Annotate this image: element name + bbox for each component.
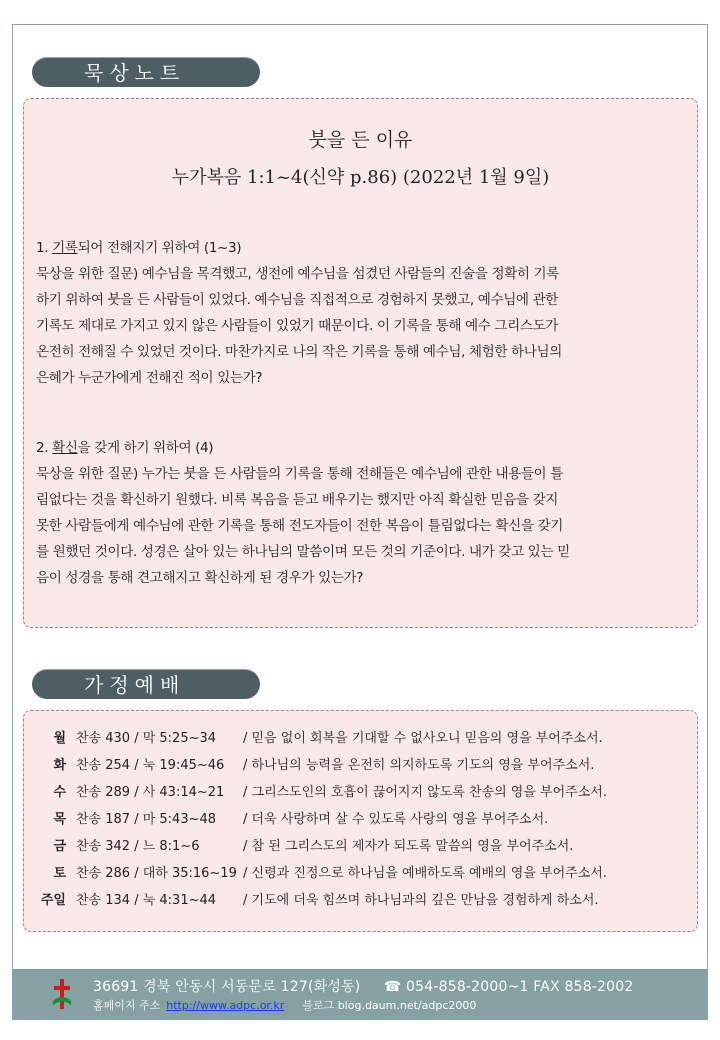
meditation-box — [23, 98, 698, 628]
prayer-text: / 그리스도인의 호흡이 끊어지지 않도록 찬송의 영을 부어주소서. — [243, 785, 607, 800]
section-2-line: 묵상을 위한 질문) 누가는 붓을 든 사람들의 기록을 통해 전해들은 예수님에 관한 내용들이 틀 — [36, 466, 563, 482]
section-2-number: 2. — [36, 440, 49, 456]
prayer-text: / 더욱 사랑하며 살 수 있도록 사랑의 영을 부어주소서. — [243, 812, 549, 827]
worship-row — [34, 834, 573, 860]
worship-row — [34, 753, 594, 779]
hymn-scripture: 찬송 187 / 마 5:43~48 — [76, 812, 217, 827]
worship-row — [34, 780, 607, 806]
section-2-heading — [36, 435, 688, 461]
section-1-keyword: 기록 — [52, 240, 78, 256]
scripture-reference: 누가복음 1:1~4(신약 p.86) (2022년 1월 9일) — [171, 167, 550, 188]
footer-phone: ☎ 054-858-2000~1 FAX 858-2002 — [383, 979, 634, 995]
section-2-line: 못한 사람들에게 예수님에 관한 기록을 통해 전도자들이 전한 복음이 틀림없다는 확신을 갖기 — [36, 518, 563, 534]
prayer-text: / 믿음 없이 회복을 기대할 수 없사오니 믿음의 영을 부어주소서. — [243, 731, 603, 746]
footer-contact — [93, 976, 634, 996]
hymn-scripture: 찬송 342 / 느 8:1~6 — [76, 839, 200, 854]
hymn-scripture: 찬송 289 / 사 43:14~21 — [76, 785, 225, 800]
homepage-label: 홈페이지 주소 — [93, 999, 161, 1012]
prayer-text: / 참 된 그리스도의 제자가 되도록 말씀의 영을 부어주소서. — [243, 839, 574, 854]
section-1-number: 1. — [36, 240, 49, 256]
meditation-title: 붓을 든 이유 — [308, 129, 413, 151]
section-1-line: 하기 위하여 붓을 든 사람들이 있었다. 예수님을 직접적으로 경험하지 못했고, 예수님에 관한 — [36, 292, 559, 308]
day-label: 목 — [53, 812, 66, 827]
prayer-text: / 신령과 진정으로 하나님을 예배하도록 예배의 영을 부어주소서. — [243, 866, 607, 881]
section-1-line: 기록도 제대로 가지고 있지 않은 사람들이 있었기 때문이다. 이 기록을 통해 예수 그리스도가 — [36, 318, 559, 334]
section-2-heading-text: 을 갖게 하기 위하여 (4) — [77, 440, 214, 456]
footer-links — [93, 997, 476, 1013]
day-label: 주일 — [40, 893, 66, 908]
hymn-scripture: 찬송 286 / 대하 35:16~19 — [76, 866, 237, 881]
meditation-heading: 묵상노트 — [32, 57, 260, 87]
section-1-line: 온전히 전해질 수 있었던 것이다. 마찬가지로 나의 작은 기록을 통해 예수님, 체험한 하나님의 — [36, 344, 562, 360]
hymn-scripture: 찬송 254 / 눅 19:45~46 — [76, 758, 225, 773]
section-1-line: 묵상을 위한 질문) 예수님을 목격했고, 생전에 예수님을 섬겼던 사람들의 진술을 정확히 기록 — [36, 266, 560, 282]
section-2-keyword: 확신 — [52, 440, 78, 456]
family-worship-box — [23, 710, 698, 932]
day-label: 화 — [53, 758, 66, 773]
day-label: 금 — [53, 839, 66, 854]
section-1-heading — [36, 235, 688, 261]
prayer-text: / 기도에 더욱 힘쓰며 하나님과의 깊은 만남을 경험하게 하소서. — [243, 893, 599, 908]
section-2-line: 를 원했던 것이다. 성경은 살아 있는 하나님의 말씀이며 모든 것의 기준이다. 내가 갖고 있는 믿 — [36, 544, 570, 560]
footer-address: 36691 경북 안동시 서동문로 127(화성동) — [93, 979, 361, 995]
section-1 — [36, 235, 688, 391]
worship-row — [34, 726, 603, 752]
church-logo-icon — [51, 977, 73, 1011]
section-2-line: 음이 성경을 통해 견고해지고 확신하게 된 경우가 있는가? — [36, 570, 364, 586]
footer-bar — [13, 969, 707, 1019]
section-1-heading-text: 되어 전해지기 위하여 (1~3) — [77, 240, 242, 256]
homepage-link[interactable]: http://www.adpc.or.kr — [166, 999, 285, 1012]
worship-row — [34, 888, 599, 914]
day-label: 월 — [53, 731, 66, 746]
day-label: 토 — [53, 866, 66, 881]
worship-row — [34, 861, 607, 887]
day-label: 수 — [53, 785, 66, 800]
section-1-line: 은혜가 누군가에게 전해진 적이 있는가? — [36, 370, 263, 386]
worship-row — [34, 807, 548, 833]
family-worship-heading: 가정예배 — [32, 669, 260, 699]
blog-address: 블로그 blog.daum.net/adpc2000 — [302, 999, 477, 1012]
hymn-scripture: 찬송 134 / 눅 4:31~44 — [76, 893, 217, 908]
prayer-text: / 하나님의 능력을 온전히 의지하도록 기도의 영을 부어주소서. — [243, 758, 595, 773]
section-2-line: 림없다는 것을 확신하기 원했다. 비록 복음을 듣고 배우기는 했지만 아직 확실한 믿음을 갖지 — [36, 492, 559, 508]
section-2 — [36, 435, 688, 591]
hymn-scripture: 찬송 430 / 막 5:25~34 — [76, 731, 217, 746]
